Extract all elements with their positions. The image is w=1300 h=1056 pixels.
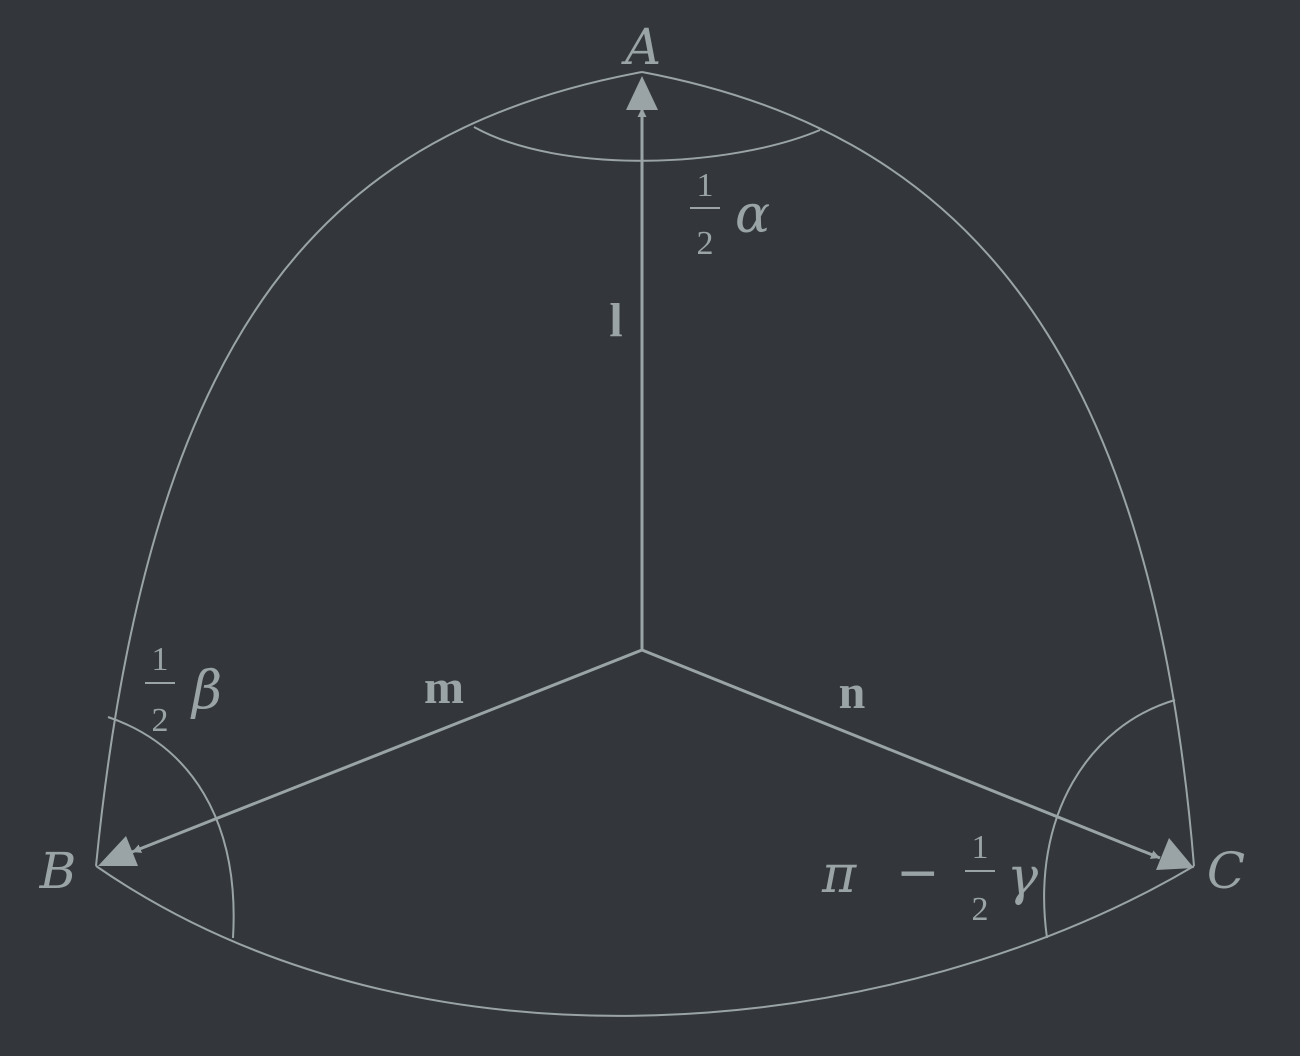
gamma-symbol: γ — [1007, 847, 1039, 907]
gamma-numerator: 1 — [971, 829, 989, 866]
beta-numerator: 1 — [151, 641, 169, 678]
alpha-numerator: 1 — [696, 167, 714, 204]
angle-alpha-label — [690, 167, 770, 262]
beta-denominator: 2 — [151, 702, 169, 739]
vector-l-label: l — [609, 294, 623, 347]
arrowhead-n — [1156, 838, 1194, 870]
angle-arc-alpha — [474, 127, 820, 161]
arc-a-c — [642, 72, 1194, 866]
arrowhead-m — [98, 836, 138, 866]
vertex-b-label: B — [39, 842, 77, 900]
arc-a-b — [96, 72, 642, 866]
beta-symbol: β — [192, 661, 223, 721]
alpha-symbol: α — [735, 185, 771, 245]
gamma-minus-operator: − — [896, 843, 940, 903]
vertex-a-label: A — [624, 18, 662, 76]
angle-arc-beta — [108, 717, 234, 938]
gamma-denominator: 2 — [971, 891, 989, 928]
angle-beta-label — [145, 641, 222, 739]
gamma-pi-symbol: π — [822, 845, 857, 905]
angle-gamma-label — [821, 829, 1039, 928]
vector-n-label: n — [838, 666, 866, 719]
alpha-denominator: 2 — [696, 225, 714, 262]
vector-m-label: m — [424, 661, 464, 714]
vertex-c-label: C — [1206, 842, 1246, 900]
vector-n-line — [642, 650, 1160, 858]
arrowhead-l — [626, 76, 658, 110]
